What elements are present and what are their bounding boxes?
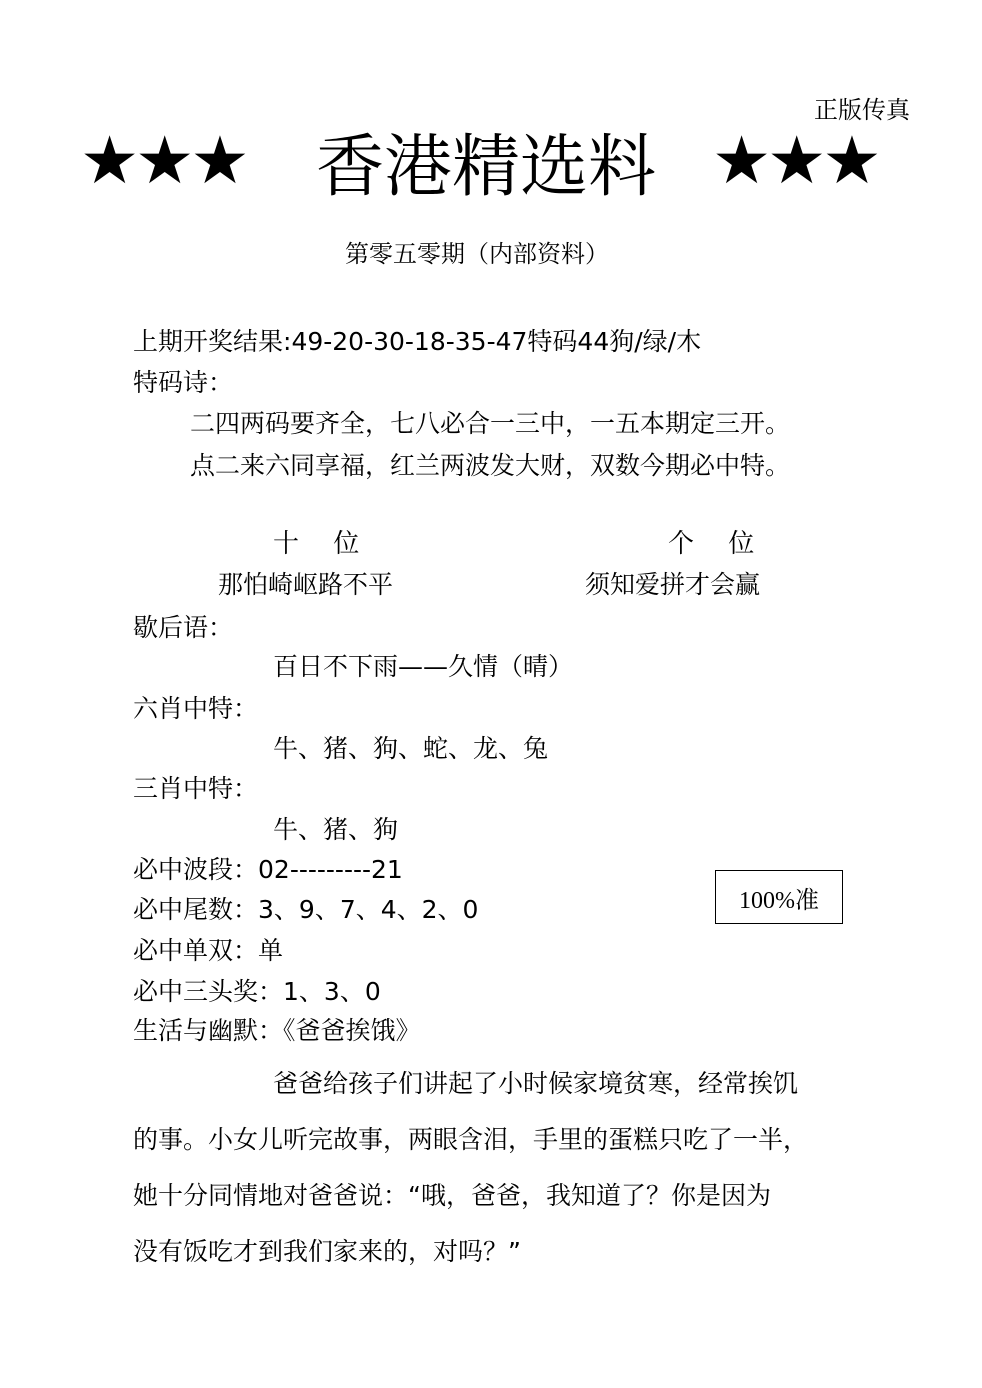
humor-line-3: 她十分同情地对爸爸说：“哦，爸爸，我知道了？你是因为 — [133, 1181, 771, 1210]
last-result-line — [133, 326, 701, 358]
poem-line-2: 点二来六同享福，红兰两波发大财，双数今期必中特。 — [190, 451, 791, 480]
edition-label: 正版传真 — [814, 96, 910, 124]
poem-label: 特码诗： — [133, 368, 234, 397]
odd-even-label: 必中单双： — [133, 936, 259, 965]
humor-label: 生活与幽默：《爸爸挨饿》 — [133, 1016, 421, 1045]
head-line — [133, 976, 381, 1008]
humor-line-2: 的事。小女儿听完故事，两眼含泪，手里的蛋糕只吃了一半， — [133, 1125, 809, 1154]
page-title: 香港精选料 — [316, 128, 657, 207]
last-result-value: 49-20-30-18-35-47特码44狗/绿/木 — [291, 327, 702, 356]
stars-left: ★★★ — [80, 122, 246, 199]
humor-line-4: 没有饭吃才到我们家来的，对吗？” — [133, 1237, 521, 1266]
poem-line-1: 二四两码要齐全，七八必合一三中，一五本期定三开。 — [190, 409, 791, 438]
odd-even-value: 单 — [258, 936, 284, 965]
tail-value: 3、9、7、4、2、0 — [258, 895, 479, 924]
xiehouyu-text: 百日不下雨——久情（晴） — [273, 652, 574, 681]
ones-text: 须知爱拼才会赢 — [585, 570, 761, 599]
issue-subtitle: 第零五零期（内部资料） — [345, 240, 609, 268]
tens-text: 那怕崎岖路不平 — [218, 570, 394, 599]
head-label: 必中三头奖： — [133, 977, 284, 1006]
band-line — [133, 854, 403, 886]
stars-right: ★★★ — [712, 122, 878, 199]
six-zodiac-text: 牛、猪、狗、蛇、龙、兔 — [273, 734, 549, 763]
xiehouyu-label: 歇后语： — [133, 613, 234, 642]
humor-line-1: 爸爸给孩子们讲起了小时候家境贫寒，经常挨饥 — [273, 1069, 799, 1098]
tail-line — [133, 894, 478, 926]
odd-even-line — [133, 935, 283, 967]
six-zodiac-label: 六肖中特： — [133, 694, 259, 723]
three-zodiac-text: 牛、猪、狗 — [273, 815, 399, 844]
three-zodiac-label: 三肖中特： — [133, 774, 259, 803]
ones-heading: 个 位 — [668, 529, 755, 559]
tens-heading: 十 位 — [273, 529, 360, 559]
last-result-label: 上期开奖结果: — [133, 327, 292, 356]
head-value: 1、3、0 — [283, 977, 381, 1006]
band-label: 必中波段： — [133, 855, 259, 884]
tail-label: 必中尾数： — [133, 895, 259, 924]
accuracy-stamp: 100%准 — [715, 870, 843, 924]
band-value: 02---------21 — [258, 855, 403, 884]
